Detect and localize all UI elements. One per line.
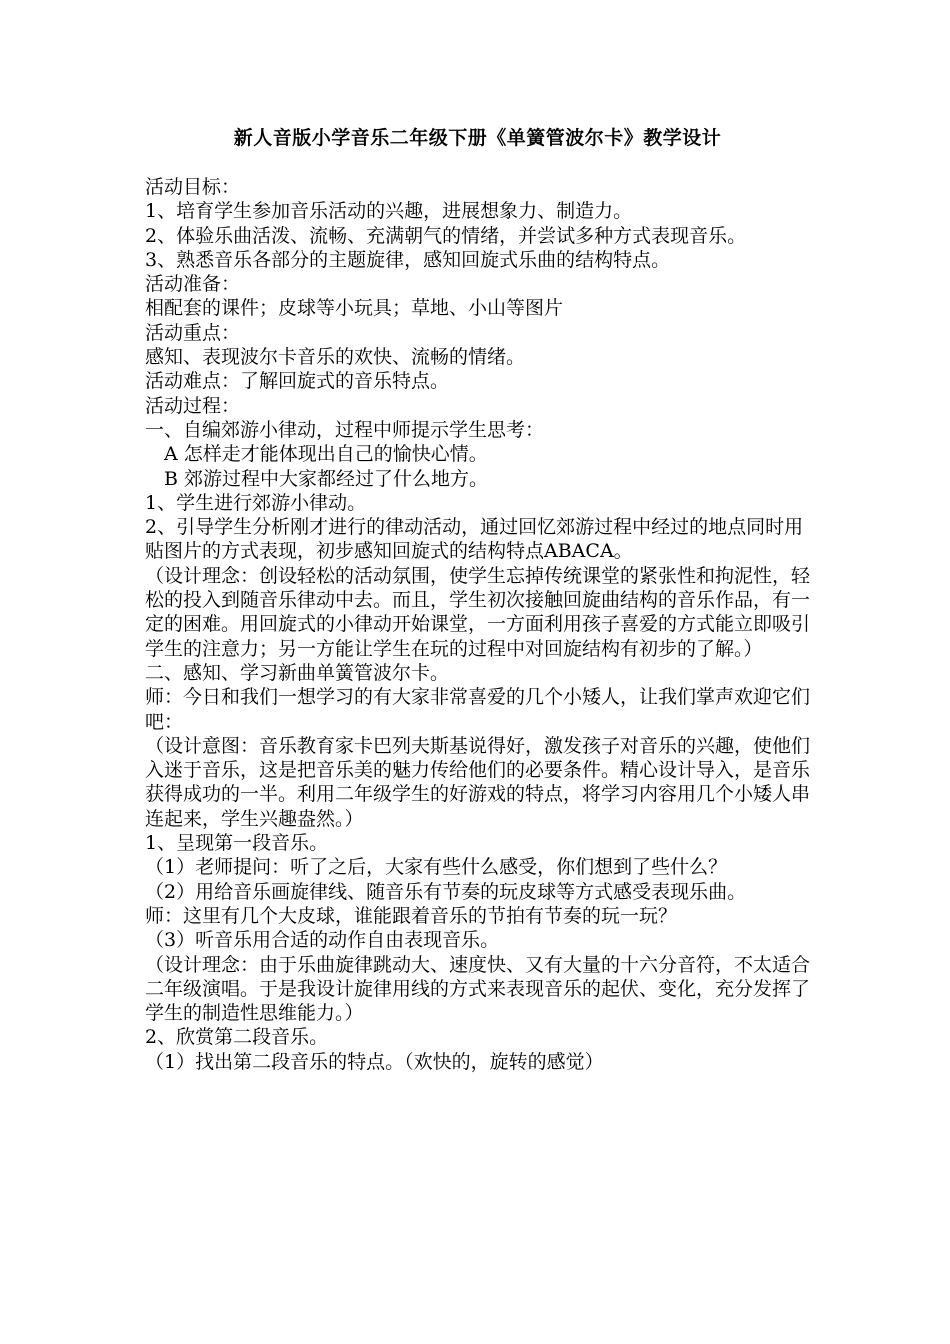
document-body bbox=[145, 175, 810, 1074]
body-line: 2、欣赏第二段音乐。 bbox=[145, 1026, 329, 1049]
body-line: 二、感知、学习新曲单簧管波尔卡。 bbox=[145, 661, 450, 684]
body-line: A 怎样走才能体现出自己的愉快心情。 bbox=[164, 443, 488, 466]
body-line: 活动过程： bbox=[145, 394, 241, 417]
body-line: 1、培育学生参加音乐活动的兴趣，进展想象力、制造力。 bbox=[145, 200, 633, 223]
body-line: 相配套的课件；皮球等小玩具；草地、小山等图片 bbox=[145, 297, 564, 320]
body-line: （设计理念：由于乐曲旋律跳动大、速度快、又有大量的十六分音符，不太适合二年级演唱。于是我设计旋律用线的方式来表现音乐的起伏、变化，充分发挥了学生的制造性思维能力。） bbox=[145, 953, 811, 1025]
document-page bbox=[145, 125, 810, 1074]
body-line: 活动准备： bbox=[145, 273, 241, 296]
body-line: 2、引导学生分析刚才进行的律动活动，通过回忆郊游过程中经过的地点同时用贴图片的方式表现，初步感知回旋式的结构特点ABACA。 bbox=[145, 516, 804, 563]
body-line: 感知、表现波尔卡音乐的欢快、流畅的情绪。 bbox=[145, 346, 526, 369]
body-line: （1）老师提问：听了之后，大家有些什么感受，你们想到了些什么？ bbox=[145, 856, 728, 879]
body-line: 1、学生进行郊游小律动。 bbox=[145, 491, 367, 514]
body-line: （3）听音乐用合适的动作自由表现音乐。 bbox=[145, 929, 500, 952]
body-line: （设计理念：创设轻松的活动氛围，使学生忘掉传统课堂的紧张性和拘泥性，轻松的投入到随音乐律动中去。而且，学生初次接触回旋曲结构的音乐作品，有一定的困难。用回旋式的小律动开始课堂，一方面利用孩子喜爱的方式能立即吸引学生的注意力；另一方能让学生在玩的过程中对回旋结构有初步的了解。） bbox=[145, 564, 811, 660]
body-line: 活动重点： bbox=[145, 321, 241, 344]
body-line: （1）找出第二段音乐的特点。（欢快的，旋转的感觉） bbox=[145, 1050, 604, 1073]
body-line: 2、体验乐曲活泼、流畅、充满朝气的情绪，并尝试多种方式表现音乐。 bbox=[145, 224, 747, 247]
body-line: B 郊游过程中大家都经过了什么地方。 bbox=[164, 467, 489, 490]
body-line: 1、呈现第一段音乐。 bbox=[145, 832, 329, 855]
body-line: 活动目标： bbox=[145, 176, 241, 198]
body-line: 师：今日和我们一想学习的有大家非常喜爱的几个小矮人，让我们掌声欢迎它们吧： bbox=[145, 686, 811, 733]
body-line: 师：这里有几个大皮球，谁能跟着音乐的节拍有节奏的玩一玩？ bbox=[145, 904, 678, 927]
body-line: 一、自编郊游小律动，过程中师提示学生思考： bbox=[145, 418, 545, 441]
body-line: （设计意图：音乐教育家卡巴列夫斯基说得好，激发孩子对音乐的兴趣，使他们入迷于音乐，这是把音乐美的魅力传给他们的必要条件。精心设计导入，是音乐获得成功的一半。利用二年级学生的好游戏的特点，将学习内容用几个小矮人串连起来，学生兴趣盎然。） bbox=[145, 734, 811, 830]
body-line: （2）用给音乐画旋律线、随音乐有节奏的玩皮球等方式感受表现乐曲。 bbox=[145, 880, 747, 903]
document-title: 新人音版小学音乐二年级下册《单簧管波尔卡》教学设计 bbox=[233, 127, 722, 149]
body-line: 活动难点：了解回旋式的音乐特点。 bbox=[145, 370, 450, 393]
body-line: 3、熟悉音乐各部分的主题旋律，感知回旋式乐曲的结构特点。 bbox=[145, 248, 671, 271]
